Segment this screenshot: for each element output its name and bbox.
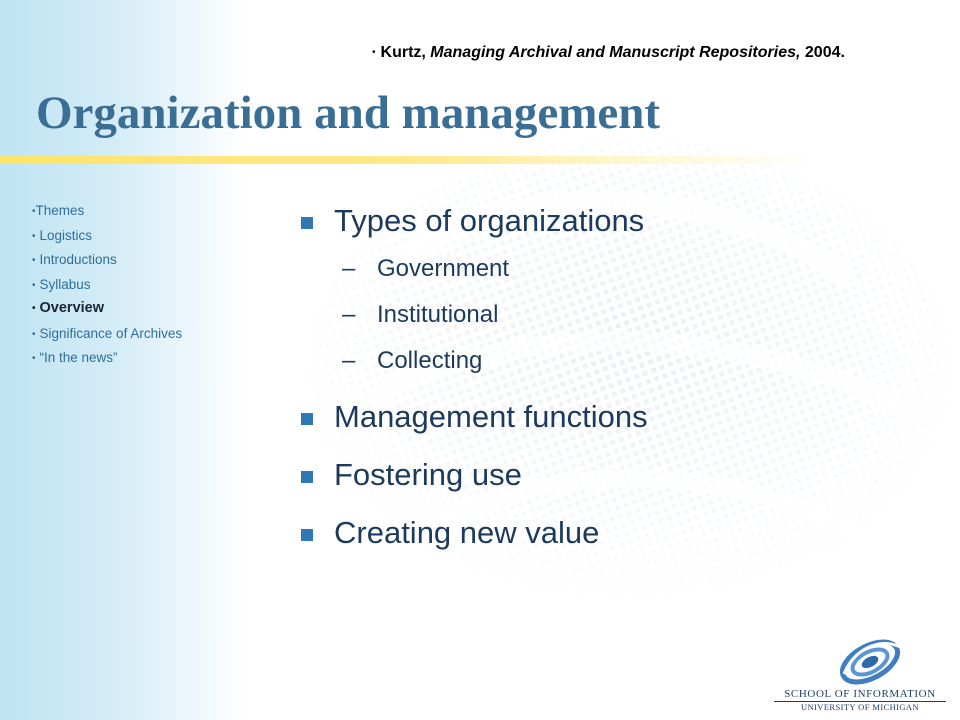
square-bullet-icon: [301, 471, 313, 483]
nav-bullet: •: [32, 303, 36, 314]
bullet-management-functions: [300, 392, 900, 442]
nav-bullet: •: [32, 206, 36, 217]
bullet-text: Management functions: [334, 399, 648, 434]
slide-title: Organization and management: [36, 87, 661, 139]
nav-bullet: •: [32, 279, 36, 291]
bullet-text: Creating new value: [334, 515, 600, 550]
side-nav-label: Significance of Archives: [39, 325, 183, 341]
citation-work: Managing Archival and Manuscript Repositories,: [430, 44, 801, 61]
side-nav-label: Introductions: [39, 252, 117, 267]
side-nav-label: Logistics: [39, 227, 93, 243]
swirl-logo-icon: [836, 634, 908, 686]
title-underline-rule: [0, 156, 820, 164]
nav-bullet: •: [32, 353, 36, 364]
bullet-fostering-use: [300, 450, 900, 500]
citation-bullet: •: [372, 47, 376, 58]
school-wordmark: [770, 688, 950, 718]
dash-marker: –: [342, 347, 356, 374]
side-nav-item-in-the-news[interactable]: [32, 349, 242, 374]
side-nav-label: Syllabus: [39, 276, 91, 292]
side-nav-item-introductions[interactable]: [32, 251, 242, 276]
side-nav-item-logistics[interactable]: [32, 227, 242, 252]
side-nav-label: “In the news”: [39, 350, 118, 365]
school-name: SCHOOL OF INFORMATION: [774, 688, 946, 702]
side-nav-label: Overview: [39, 300, 105, 316]
sub-bullet-text: Government: [377, 255, 510, 282]
sub-bullet-government: [300, 246, 900, 292]
dash-marker: –: [342, 301, 356, 328]
square-bullet-icon: [301, 529, 313, 541]
sub-bullet-text: Collecting: [377, 347, 483, 374]
nav-bullet: •: [32, 230, 36, 242]
bullet-text: Types of organizations: [334, 203, 645, 238]
side-nav-label: Themes: [35, 203, 85, 218]
sub-bullet-institutional: [300, 292, 900, 338]
nav-bullet: •: [32, 255, 36, 266]
side-nav-item-themes[interactable]: [32, 202, 242, 227]
nav-bullet: •: [32, 328, 36, 340]
citation-author: Kurtz,: [380, 44, 426, 61]
square-bullet-icon: [301, 413, 313, 425]
side-nav-item-overview[interactable]: [32, 300, 242, 325]
list-spacer: [300, 500, 900, 508]
square-bullet-icon: [301, 217, 313, 229]
sub-bullet-text: Institutional: [377, 301, 499, 328]
side-nav-item-significance-of-archives[interactable]: [32, 325, 242, 350]
side-nav-item-syllabus[interactable]: [32, 276, 242, 301]
citation-year: 2004.: [804, 44, 845, 61]
sub-bullet-collecting: [300, 338, 900, 384]
bullet-text: Fostering use: [334, 457, 522, 492]
citation: [372, 44, 932, 70]
list-spacer: [300, 384, 900, 392]
bullet-types-of-organizations: [300, 196, 900, 246]
dash-marker: –: [342, 255, 356, 282]
side-nav: [32, 202, 242, 374]
bullet-creating-new-value: [300, 508, 900, 558]
main-bullet-list: [300, 196, 900, 558]
list-spacer: [300, 442, 900, 450]
university-name: UNIVERSITY OF MICHIGAN: [800, 702, 920, 712]
